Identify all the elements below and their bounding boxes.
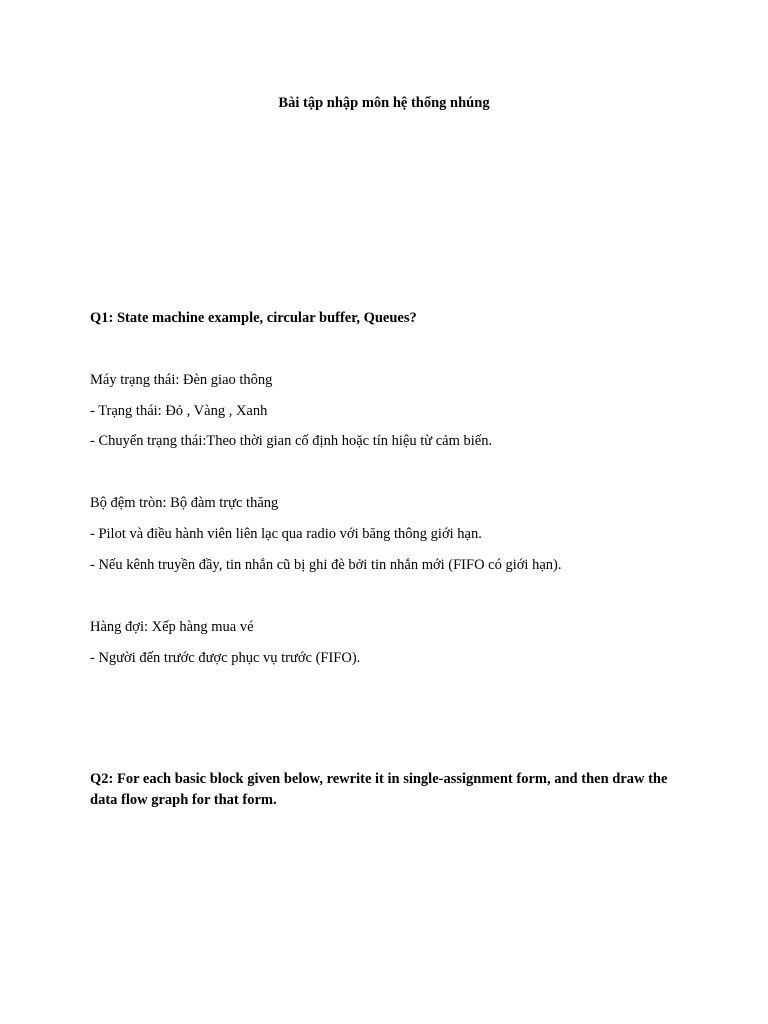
circular-buffer-intro: Bộ đệm tròn: Bộ đàm trực thăng <box>90 495 279 511</box>
state-machine-line-transition: - Chuyển trạng thái:Theo thời gian cố định hoặc tín hiệu từ cảm biến. <box>90 433 493 449</box>
circular-buffer-line-pilot: - Pilot và điều hành viên liên lạc qua radio với băng thông giới hạn. <box>90 526 482 542</box>
queue-line-fifo: - Người đến trước được phục vụ trước (FIFO). <box>90 650 361 666</box>
q2-heading: Q2: For each basic block given below, rewrite it in single-assignment form, and then draw the data flow graph for that form. <box>90 771 668 808</box>
circular-buffer-line-overwrite: - Nếu kênh truyền đầy, tin nhắn cũ bị ghi đè bởi tin nhắn mới (FIFO có giới hạn). <box>90 557 562 573</box>
q1-heading: Q1: State machine example, circular buffer, Queues? <box>90 310 417 326</box>
queue-intro: Hàng đợi: Xếp hàng mua vé <box>90 619 254 635</box>
document-title: Bài tập nhập môn hệ thống nhúng <box>278 95 490 111</box>
state-machine-line-states: - Trạng thái: Đỏ , Vàng , Xanh <box>90 403 268 419</box>
state-machine-intro: Máy trạng thái: Đèn giao thông <box>90 372 273 388</box>
